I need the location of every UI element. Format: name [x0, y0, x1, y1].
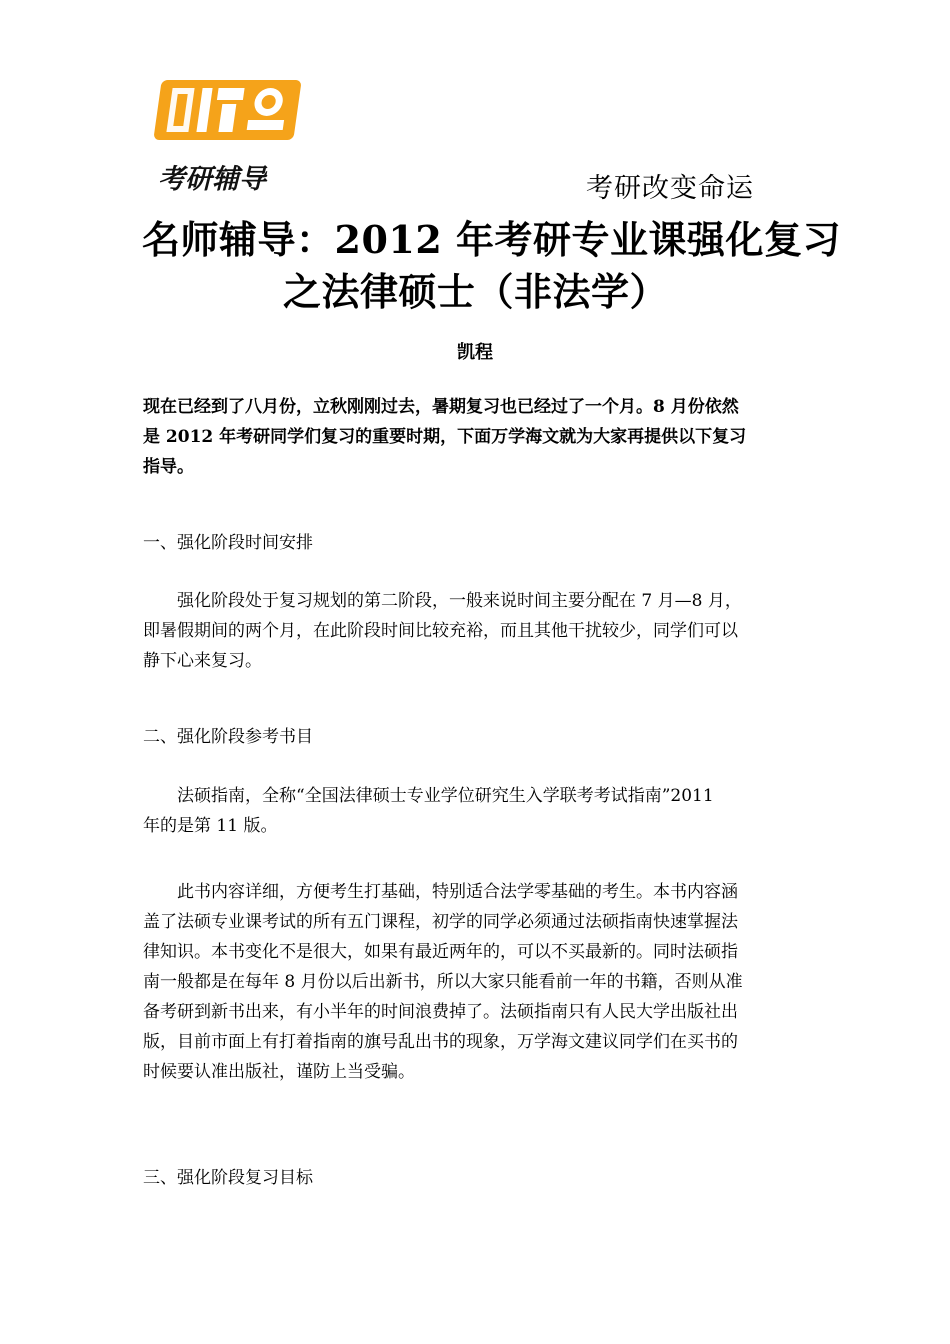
intro-line: 是 2012 年考研同学们复习的重要时期，下面万学海文就为大家再提供以下复习 [143, 427, 747, 447]
section2-p2-line: 南一般都是在每年 8 月份以后出新书，所以大家只能看前一年的书籍，否则从准 [143, 972, 743, 992]
author: 凯程 [457, 342, 493, 363]
section1-line: 即暑假期间的两个月，在此阶段时间比较充裕，而且其他干扰较少，同学们可以 [143, 621, 738, 641]
section1-line: 强化阶段处于复习规划的第二阶段，一般来说时间主要分配在 7 月—8 月， [177, 591, 742, 611]
section2-p2-line: 此书内容详细，方便考生打基础，特别适合法学零基础的考生。本书内容涵 [177, 882, 738, 902]
intro-line: 现在已经到了八月份，立秋刚刚过去，暑期复习也已经过了一个月。8 月份依然 [143, 397, 739, 417]
title-line-2: 之法律硕士（非法学） [283, 269, 669, 314]
section2-p2-line: 备考研到新书出来，有小半年的时间浪费掉了。法硕指南只有人民大学出版社出 [143, 1002, 738, 1022]
section2-p2-line: 时候要认准出版社，谨防上当受骗。 [143, 1062, 415, 1082]
page-title [142, 214, 841, 318]
section2-paragraph-1 [143, 781, 811, 841]
kaicheng-logo [148, 78, 308, 196]
slogan: 考研改变命运 [586, 173, 754, 204]
section2-paragraph-2 [143, 877, 811, 1087]
section2-p1-line: 法硕指南，全称“全国法律硕士专业学位研究生入学联考考试指南”2011 [177, 786, 714, 806]
section2-p2-line: 版，目前市面上有打着指南的旗号乱出书的现象，万学海文建议同学们在买书的 [143, 1032, 738, 1052]
section1-line: 静下心来复习。 [143, 651, 262, 671]
logo-subtext: 考研辅导 [158, 164, 266, 195]
section1-heading: 一、强化阶段时间安排 [143, 533, 313, 553]
intro-line: 指导。 [143, 457, 194, 477]
section1-paragraph [143, 586, 811, 676]
section3-heading: 三、强化阶段复习目标 [143, 1168, 313, 1188]
section2-p1-line: 年的是第 11 版。 [143, 816, 278, 836]
intro-paragraph [143, 392, 811, 482]
title-line-1: 名师辅导：2012 年考研专业课强化复习 [142, 217, 841, 262]
kaicheng-logo-mark [148, 78, 308, 196]
section2-p2-line: 律知识。本书变化不是很大，如果有最近两年的，可以不买最新的。同时法硕指 [143, 942, 738, 962]
section2-p2-line: 盖了法硕专业课考试的所有五门课程，初学的同学必须通过法硕指南快速掌握法 [143, 912, 738, 932]
section2-heading: 二、强化阶段参考书目 [143, 727, 313, 747]
